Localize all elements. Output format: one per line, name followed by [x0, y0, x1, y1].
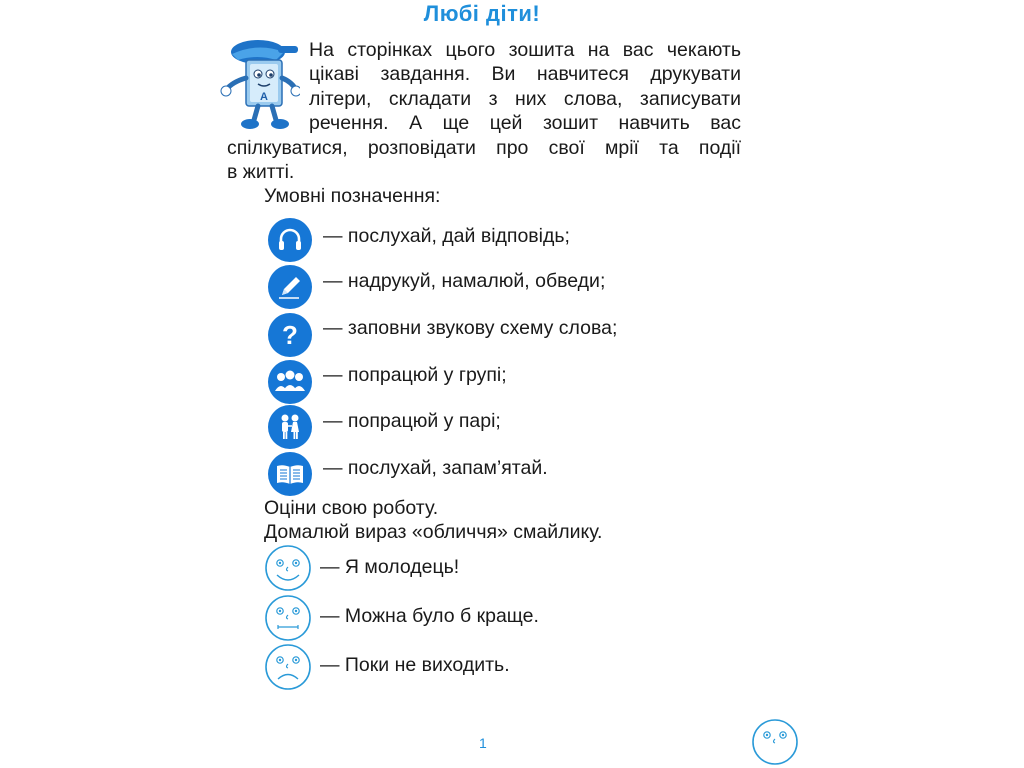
- happy-face-icon: [264, 544, 312, 592]
- headphones-icon: [268, 218, 312, 262]
- assessment-text-good: — Я молодець!: [320, 556, 460, 578]
- book-icon: [268, 452, 312, 496]
- legend-text-remember: — послухай, запам’ятай.: [323, 457, 548, 479]
- legend-heading: Умовні позначення:: [264, 185, 441, 207]
- assessment-heading: Оціни свою роботу.: [264, 497, 439, 519]
- neutral-face-icon: [264, 594, 312, 642]
- legend-text-draw: — надрукуй, намалюй, обведи;: [323, 270, 606, 292]
- intro-line-3: літери, складати з них слова, записувати: [309, 88, 741, 110]
- assessment-subheading: Домалюй вираз «обличчя» смайлику.: [264, 521, 603, 543]
- question-icon: [268, 313, 312, 357]
- legend-text-pair: — попрацюй у парі;: [323, 410, 501, 432]
- assessment-text-ok: — Можна було б краще.: [320, 605, 539, 627]
- pair-icon: [268, 405, 312, 449]
- intro-line-5: спілкуватися, розповідати про свої мрії та події: [227, 137, 741, 159]
- intro-line-2: цікаві завдання. Ви навчитеся друкувати: [309, 63, 741, 85]
- legend-text-group: — попрацюй у групі;: [323, 364, 507, 386]
- sad-face-icon: [264, 643, 312, 691]
- blank-face-icon: [751, 718, 799, 766]
- intro-line-4: речення. А ще цей зошит навчить вас: [309, 112, 741, 134]
- intro-line-1: На сторінках цього зошита на вас чекають: [309, 39, 741, 61]
- group-icon: [268, 360, 312, 404]
- intro-line-6: в житті.: [227, 161, 295, 183]
- legend-text-scheme: — заповни звукову схему слова;: [323, 317, 618, 339]
- page-title: Любі діти!: [423, 1, 541, 26]
- mascot-book-illustration: [218, 38, 300, 133]
- pencil-icon: [268, 265, 312, 309]
- svg-text:?: ?: [282, 320, 298, 350]
- svg-text:A: A: [260, 91, 268, 103]
- assessment-text-notyet: — Поки не виходить.: [320, 654, 510, 676]
- page-number: 1: [479, 735, 487, 751]
- legend-text-listen: — послухай, дай відповідь;: [323, 225, 570, 247]
